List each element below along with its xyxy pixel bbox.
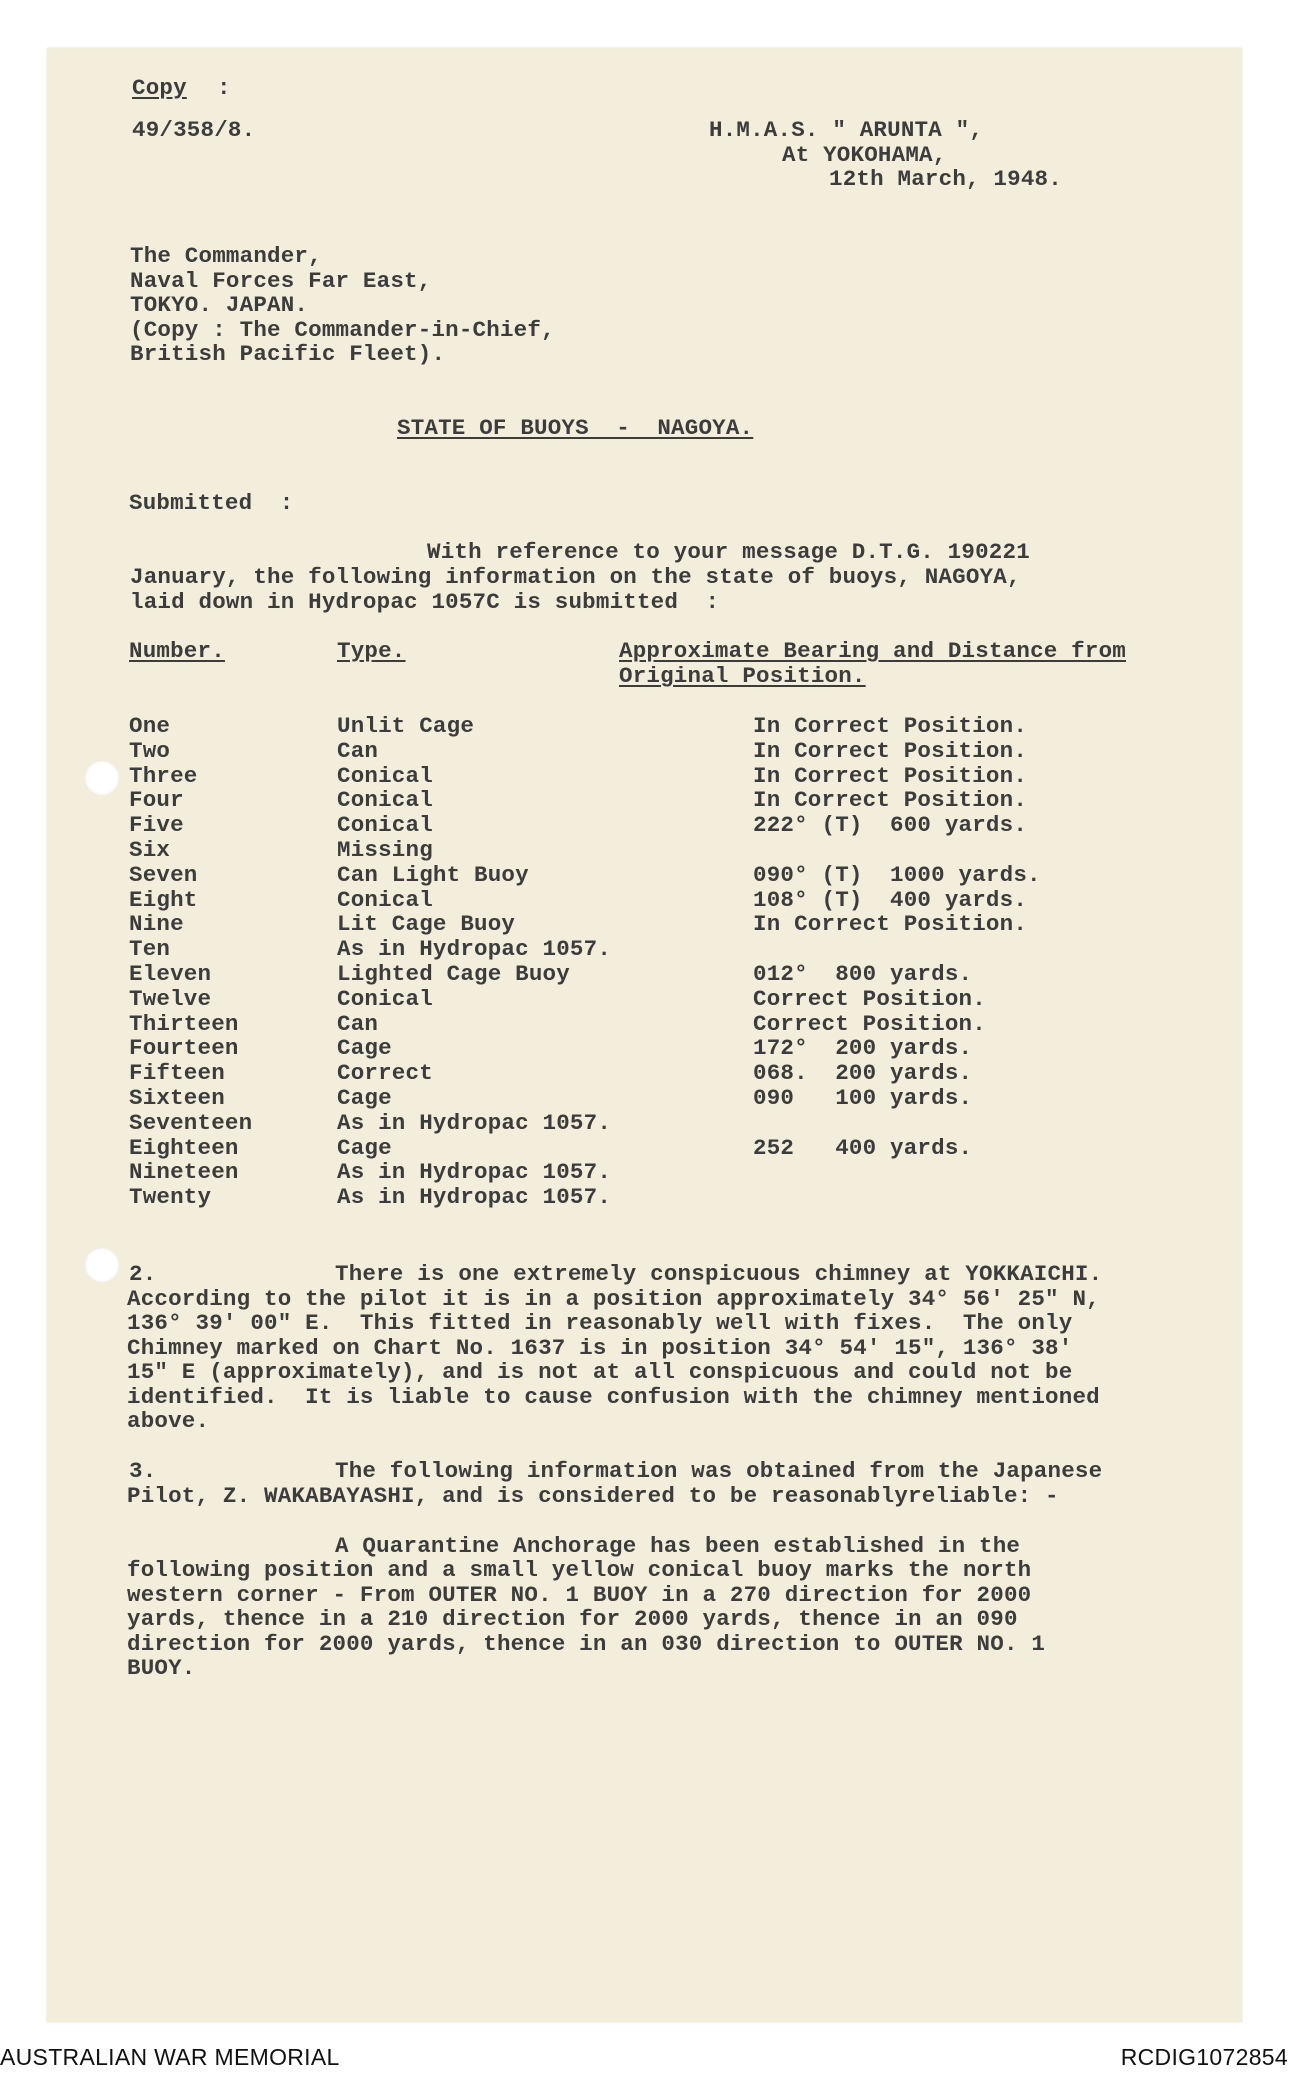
buoy-bearing: 222° (T) 600 yards.	[753, 812, 1028, 839]
paragraph-line: above.	[127, 1408, 210, 1434]
paragraph-number: 3.	[129, 1458, 157, 1484]
buoy-number: Twenty	[129, 1184, 212, 1211]
buoy-number: Fourteen	[129, 1035, 239, 1062]
column-header-bearing-cont: Original Position.	[619, 663, 866, 689]
buoy-type: Correct	[337, 1060, 433, 1087]
subject-heading: STATE OF BUOYS - NAGOYA.	[397, 415, 754, 441]
intro-line: With reference to your message D.T.G. 190221	[427, 539, 1030, 565]
buoy-type: As in Hydropac 1057.	[337, 1184, 612, 1211]
buoy-bearing: In Correct Position.	[753, 762, 1028, 789]
buoy-type: As in Hydropac 1057.	[337, 936, 612, 963]
paragraph-line: There is one extremely conspicuous chimney at YOKKAICHI.	[335, 1261, 1103, 1287]
buoy-number: Eleven	[129, 961, 212, 987]
column-header-bearing: Approximate Bearing and Distance from	[619, 638, 1126, 664]
submitted-label: Submitted :	[129, 490, 294, 516]
paragraph-line: identified. It is liable to cause confusion with the chimney mentioned	[127, 1384, 1100, 1410]
paragraph-line: Chimney marked on Chart No. 1637 is in position 34° 54' 15", 136° 38'	[127, 1335, 1073, 1361]
buoy-bearing: In Correct Position.	[753, 737, 1028, 764]
buoy-type: Conical	[337, 985, 433, 1012]
buoy-number: Thirteen	[129, 1010, 239, 1037]
buoy-bearing: In Correct Position.	[753, 911, 1028, 938]
buoy-bearing: In Correct Position.	[753, 713, 1028, 739]
column-header-type: Type.	[337, 638, 406, 664]
buoy-number: Twelve	[129, 985, 212, 1012]
footer-image-id: RCDIG1072854	[1120, 2044, 1288, 2070]
paragraph-line: yards, thence in a 210 direction for 2000 yards, thence in an 090	[127, 1606, 1018, 1632]
buoy-type: Conical	[337, 762, 433, 789]
buoy-bearing: 172° 200 yards.	[753, 1035, 973, 1062]
copy-label: Copy	[132, 75, 187, 101]
buoy-type: Cage	[337, 1085, 392, 1111]
addressee-line: British Pacific Fleet).	[130, 341, 446, 367]
paragraph-line: western corner - From OUTER NO. 1 BUOY in a 270 direction for 2000	[127, 1582, 1032, 1608]
buoy-bearing: In Correct Position.	[753, 787, 1028, 814]
buoy-number: Three	[129, 762, 198, 789]
buoy-type: Conical	[337, 812, 433, 839]
buoy-number: Seven	[129, 861, 198, 888]
buoy-number: Four	[129, 787, 184, 814]
footer-archive-name: AUSTRALIAN WAR MEMORIAL	[0, 2044, 340, 2070]
buoy-type: Conical	[337, 886, 433, 913]
buoy-bearing: 068. 200 yards.	[753, 1060, 973, 1087]
buoy-bearing: Correct Position.	[753, 985, 986, 1012]
buoy-type: Can Light Buoy	[337, 861, 529, 888]
buoy-number: Fifteen	[129, 1060, 225, 1087]
buoy-bearing: 252 400 yards.	[753, 1134, 973, 1161]
letter-date: 12th March, 1948.	[829, 166, 1062, 192]
buoy-type: Can	[337, 1010, 379, 1037]
buoy-type: Missing	[337, 837, 433, 863]
buoy-number: Ten	[129, 936, 171, 963]
buoy-bearing: 108° (T) 400 yards.	[753, 886, 1028, 913]
addressee-line: TOKYO. JAPAN.	[130, 292, 309, 318]
buoy-bearing: Correct Position.	[753, 1010, 986, 1037]
buoy-number: Nineteen	[129, 1159, 239, 1186]
paragraph-line: 15" E (approximately), and is not at all conspicuous and could not be	[127, 1359, 1073, 1385]
paragraph-line: BUOY.	[127, 1655, 196, 1681]
buoy-type: Cage	[337, 1134, 392, 1161]
ship-location: At YOKOHAMA,	[782, 142, 947, 168]
paragraph-line: direction for 2000 yards, thence in an 030 direction to OUTER NO. 1	[127, 1631, 1046, 1657]
buoy-bearing: 090° (T) 1000 yards.	[753, 861, 1041, 888]
buoy-number: Nine	[129, 911, 184, 938]
paragraph-line: 136° 39' 00" E. This fitted in reasonably well with fixes. The only	[127, 1310, 1073, 1336]
buoy-type: Lit Cage Buoy	[337, 911, 516, 938]
paragraph-line: Pilot, Z. WAKABAYASHI, and is considered to be reasonablyreliable: -	[127, 1483, 1059, 1509]
paragraph-line: following position and a small yellow conical buoy marks the north	[127, 1557, 1032, 1583]
ship-name: H.M.A.S. " ARUNTA ",	[709, 117, 984, 143]
buoy-number: Seventeen	[129, 1109, 253, 1136]
buoy-type: Cage	[337, 1035, 392, 1062]
addressee-line: The Commander,	[130, 243, 322, 269]
copy-colon: :	[217, 75, 231, 101]
paragraph-number: 2.	[129, 1261, 157, 1287]
buoy-number: Sixteen	[129, 1085, 225, 1111]
buoy-type: Lighted Cage Buoy	[337, 961, 570, 987]
buoy-bearing: 090 100 yards.	[753, 1085, 973, 1111]
buoy-type: Can	[337, 737, 379, 764]
intro-line: January, the following information on the state of buoys, NAGOYA,	[130, 564, 1021, 590]
file-reference: 49/358/8.	[132, 117, 256, 143]
buoy-type: Conical	[337, 787, 433, 814]
buoy-bearing: 012° 800 yards.	[753, 961, 973, 987]
punch-hole-bottom	[85, 1248, 119, 1282]
paragraph-line: According to the pilot it is in a position approximately 34° 56' 25" N,	[127, 1286, 1100, 1312]
buoy-number: Eighteen	[129, 1134, 239, 1161]
buoy-type: Unlit Cage	[337, 713, 475, 739]
buoy-number: One	[129, 713, 171, 739]
buoy-number: Five	[129, 812, 184, 839]
paragraph-line: A Quarantine Anchorage has been established in the	[335, 1533, 1021, 1559]
paragraph-line: The following information was obtained from the Japanese	[335, 1458, 1103, 1484]
buoy-number: Two	[129, 737, 171, 764]
intro-line: laid down in Hydropac 1057C is submitted :	[130, 589, 720, 615]
addressee-line: (Copy : The Commander-in-Chief,	[130, 317, 555, 343]
punch-hole-top	[85, 761, 119, 795]
buoy-type: As in Hydropac 1057.	[337, 1109, 612, 1136]
document-page	[47, 48, 1242, 2022]
buoy-number: Six	[129, 837, 171, 863]
addressee-line: Naval Forces Far East,	[130, 268, 432, 294]
column-header-number: Number.	[129, 638, 225, 664]
buoy-type: As in Hydropac 1057.	[337, 1159, 612, 1186]
buoy-number: Eight	[129, 886, 198, 913]
